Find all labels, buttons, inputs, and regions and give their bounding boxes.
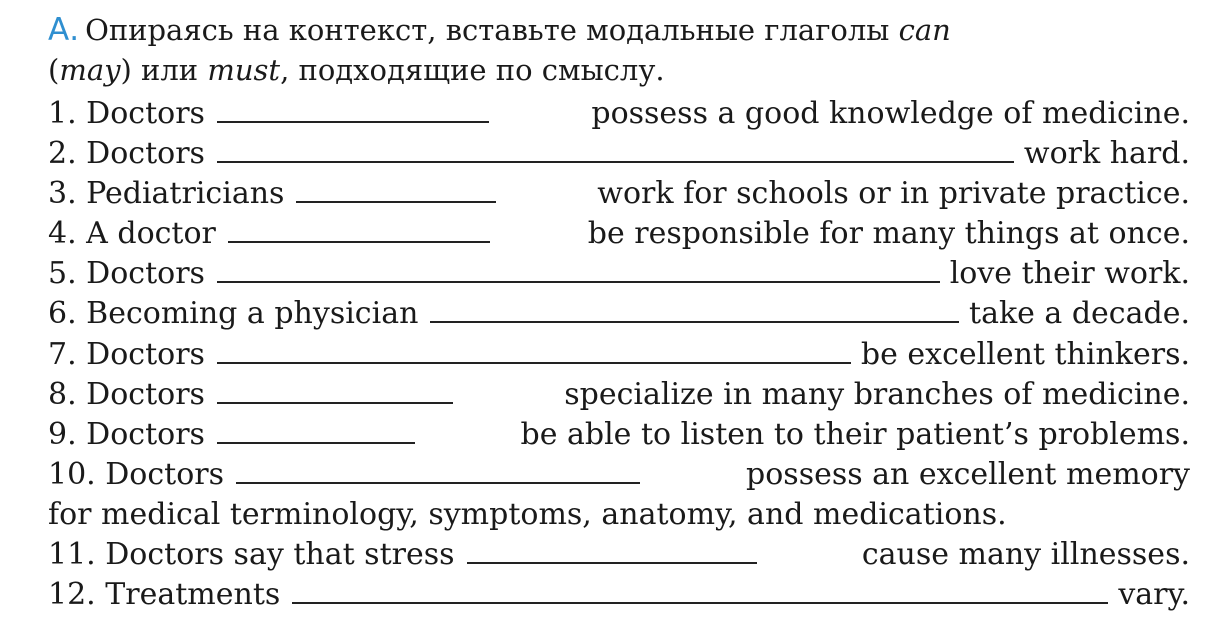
exercise-page xyxy=(48,10,1190,615)
answer-blank[interactable] xyxy=(236,458,640,484)
exercise-item-9 xyxy=(48,415,1190,455)
answer-blank[interactable] xyxy=(467,538,757,564)
item-end: take a decade. xyxy=(969,296,1190,332)
item-start: 12. Treatments xyxy=(48,577,281,613)
answer-blank[interactable] xyxy=(217,378,453,404)
item-end: work hard. xyxy=(1023,136,1190,172)
answer-blank[interactable] xyxy=(217,97,489,123)
exercise-item-11 xyxy=(48,535,1190,575)
exercise-item-7 xyxy=(48,335,1190,375)
answer-blank[interactable] xyxy=(292,578,1108,604)
instruction-text: ( xyxy=(48,53,60,87)
item-end: possess a good knowledge of medicine. xyxy=(591,96,1190,131)
item-start: 9. Doctors xyxy=(48,416,205,452)
item-start: 3. Pediatricians xyxy=(48,176,285,212)
item-end: specialize in many branches of medicine. xyxy=(564,376,1190,412)
item-start: 6. Becoming a physician xyxy=(48,296,419,332)
item-start: 4. A doctor xyxy=(48,216,216,252)
answer-blank[interactable] xyxy=(217,418,415,444)
item-end: work for schools or in private practice. xyxy=(597,176,1190,212)
item-start: 11. Doctors say that stress xyxy=(48,537,455,573)
exercise-item-12 xyxy=(48,575,1190,615)
modal-verb-must: must xyxy=(207,53,281,87)
exercise-item-8 xyxy=(48,375,1190,415)
task-letter: А. xyxy=(48,12,80,48)
exercise-item-1 xyxy=(48,94,1190,134)
answer-blank[interactable] xyxy=(217,137,1014,163)
item-start: 8. Doctors xyxy=(48,376,205,412)
exercise-item-4 xyxy=(48,214,1190,254)
answer-blank[interactable] xyxy=(296,177,496,203)
item-start: 10. Doctors xyxy=(48,456,225,492)
exercise-item-5 xyxy=(48,254,1190,294)
item-end: possess an excellent memory xyxy=(746,456,1190,492)
exercise-item-10-continuation: for medical terminology, symptoms, anatomy, and medications. xyxy=(48,496,1007,532)
instruction-text: Опираясь на контекст, вставьте модальные глаголы xyxy=(85,13,899,47)
answer-blank[interactable] xyxy=(228,217,490,243)
exercise-item-10 xyxy=(48,455,1190,495)
item-start: 7. Doctors xyxy=(48,336,205,372)
item-start: 1. Doctors xyxy=(48,96,205,131)
item-end: be responsible for many things at once. xyxy=(587,216,1190,252)
instruction-text: , подходящие по смыслу. xyxy=(280,53,665,87)
exercise-item-6 xyxy=(48,294,1190,334)
answer-blank[interactable] xyxy=(217,338,851,364)
answer-blank[interactable] xyxy=(217,257,940,283)
answer-blank[interactable] xyxy=(430,297,959,323)
item-end: be excellent thinkers. xyxy=(860,336,1190,372)
item-start: 5. Doctors xyxy=(48,256,205,292)
item-end: cause many illnesses. xyxy=(861,537,1190,573)
modal-verb-may: may xyxy=(59,53,121,87)
item-end: be able to listen to their patient’s problems. xyxy=(520,416,1190,452)
item-end: love their work. xyxy=(949,256,1190,292)
exercise-item-3 xyxy=(48,174,1190,214)
task-instruction xyxy=(48,10,1190,90)
item-end: vary. xyxy=(1118,577,1190,613)
modal-verb-can: can xyxy=(898,13,951,47)
instruction-text: ) или xyxy=(120,53,208,87)
item-start: 2. Doctors xyxy=(48,136,205,172)
exercise-item-2 xyxy=(48,134,1190,174)
